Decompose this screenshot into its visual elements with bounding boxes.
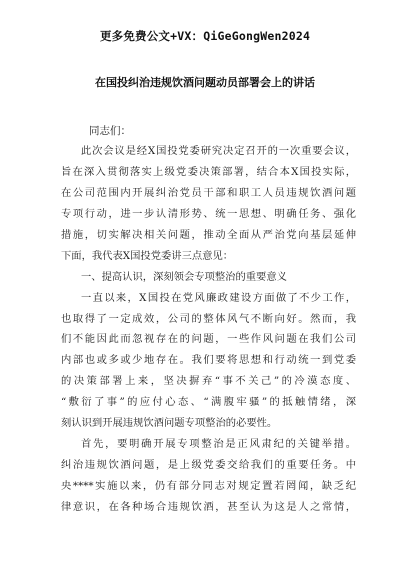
body-line: 下面，我代表X国投党委讲三点意见： [61,249,234,262]
document-body [61,141,356,518]
promo-header: 更多免费公文+VX：QiGeGongWen2024 [99,29,311,43]
body-line: 纠治违规饮酒问题，是上级党委交给我们的重要任务。中 [61,459,356,472]
body-line: 一直以来，X国投在党风廉政建设方面做了不少工作， [81,291,356,304]
body-line: 此次会议是经X国投党委研究决定召开的一次重要会议， [81,145,356,157]
body-line: 也取得了一定成效，公司的整体风气不断向好。然而，我 [61,312,356,325]
body-line: 刻认识到开展违规饮酒问题专项整治的必要性。 [61,417,278,430]
body-line: 的决策部署上来，坚决摒弃“事不关己”的冷漠态度、 [61,375,356,388]
body-line: 旨在深入贯彻落实上级党委决策部署，结合本X国投实际， [61,165,356,178]
body-line: “敷衍了事”的应付心态、“满腹牢骚”的抵触情绪，深 [61,396,356,409]
body-line: 内部也或多或少地存在。我们要将思想和行动统一到党委 [61,354,356,367]
section-heading: 一、提高认识，深刻领会专项整治的重要意义 [81,270,287,283]
body-line: 专项行动，进一步认清形势、统一思想、明确任务、强化 [61,207,356,220]
body-line: 在公司范围内开展纠治党员干部和职工人员违规饮酒问题 [61,186,356,199]
body-line: 措施，切实解决相关问题，推动全面从严治党向基层延伸 [61,228,356,241]
document-title: 在国投纠治违规饮酒问题动员部署会上的讲话 [95,76,315,89]
body-line: 们不能因此而忽视存在的问题，一些作风问题在我们公司 [61,333,356,346]
body-line: 央****实施以来，仍有部分同志对规定置若罔闻，缺乏纪 [61,480,356,492]
body-line: 律意识，在各种场合违规饮酒，甚至认为这是人之常情， [61,500,356,513]
body-line: 首先，要明确开展专项整治是正风肃纪的关键举措。 [81,438,356,451]
salutation: 同志们： [89,125,131,137]
